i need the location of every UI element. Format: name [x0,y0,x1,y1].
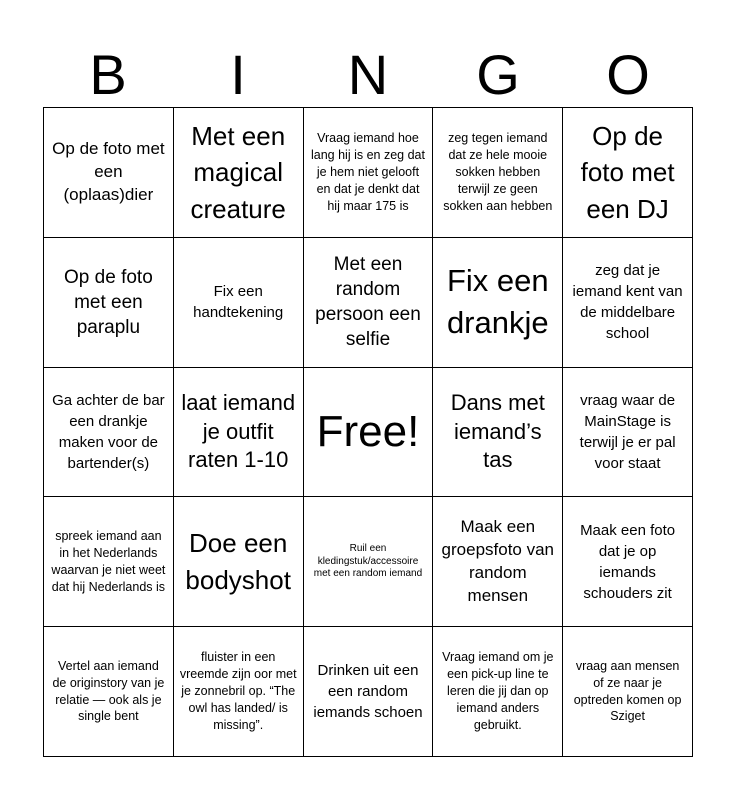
bingo-cell[interactable] [44,108,174,238]
bingo-cell[interactable] [304,497,434,627]
bingo-cell[interactable] [174,368,304,498]
cell-text: Vraag iemand om je een pick-up line te leren die jij dan op iemand anders gebruikt. [442,650,554,732]
cell-text: Fix een drankje [446,263,549,341]
bingo-cell[interactable] [433,368,563,498]
bingo-cell[interactable] [563,368,693,498]
bingo-cell[interactable] [433,497,563,627]
bingo-cell[interactable] [433,627,563,757]
cell-text: Maak een foto dat je op iemands schouders zit [580,521,676,602]
cell-text: vraag waar de MainStage is terwijl je er pal voor staat [579,391,676,472]
bingo-cell[interactable] [44,627,174,757]
bingo-board [43,107,693,757]
cell-text: Maak een groepsfoto van random mensen [441,516,555,605]
bingo-cell[interactable] [304,108,434,238]
bingo-cell[interactable] [174,627,304,757]
cell-text: Op de foto met een DJ [580,120,675,224]
cell-text: Met een magical creature [190,120,286,224]
bingo-cell[interactable] [44,238,174,368]
cell-text: Ga achter de bar een drankje maken voor de bartender(s) [52,391,165,472]
cell-text: vraag aan mensen of ze naar je optreden komen op Sziget [573,658,682,724]
cell-text: Vertel aan iemand de originstory van je relatie — ook als je single bent [52,658,165,724]
free-space-text: Free! [316,406,420,456]
bingo-cell[interactable] [174,497,304,627]
cell-text: Dans met iemand’s tas [450,390,545,473]
cell-text: Ruil een kledingstuk/accessoire met een random iemand [313,543,423,580]
cell-text: Op de foto met een paraplu [64,266,153,338]
cell-text: Met een random persoon een selfie [315,254,421,351]
cell-text: zeg dat je iemand kent van de middelbare school [572,262,683,343]
cell-text: Vraag iemand hoe lang hij is en zeg dat je hem niet gelooft en dat je denkt dat hij maar 175 is [311,131,425,213]
cell-text: Op de foto met een (oplaas)dier [52,138,165,204]
bingo-cell[interactable] [174,108,304,238]
cell-text: spreek iemand aan in het Nederlands waarvan je niet weet dat hij Nederlands is [51,529,166,594]
cell-text: Drinken uit een een random iemands schoen [313,662,423,722]
free-space-cell[interactable] [304,368,434,498]
header-letter-o: O [606,43,650,106]
bingo-cell[interactable] [304,238,434,368]
cell-text: laat iemand je outfit raten 1-10 [181,390,296,473]
bingo-cell[interactable] [304,627,434,757]
header-letter-g: G [476,43,520,106]
bingo-cell[interactable] [563,627,693,757]
bingo-header [43,44,693,106]
bingo-cell[interactable] [563,238,693,368]
bingo-cell[interactable] [433,108,563,238]
bingo-cell[interactable] [44,497,174,627]
bingo-cell[interactable] [563,108,693,238]
header-letter-n: N [347,43,389,106]
bingo-cell[interactable] [174,238,304,368]
cell-text: fluister in een vreemde zijn oor met je zonnebril op. “The owl has landed/ is missing”. [179,650,297,732]
header-letter-b: B [89,43,127,106]
cell-text: Fix een handtekening [193,283,284,322]
header-letter-i: I [230,43,246,106]
bingo-cell[interactable] [563,497,693,627]
bingo-cell[interactable] [433,238,563,368]
cell-text: zeg tegen iemand dat ze hele mooie sokken hebben terwijl ze geen sokken aan hebben [443,131,553,213]
cell-text: Doe een bodyshot [185,528,291,595]
bingo-cell[interactable] [44,368,174,498]
